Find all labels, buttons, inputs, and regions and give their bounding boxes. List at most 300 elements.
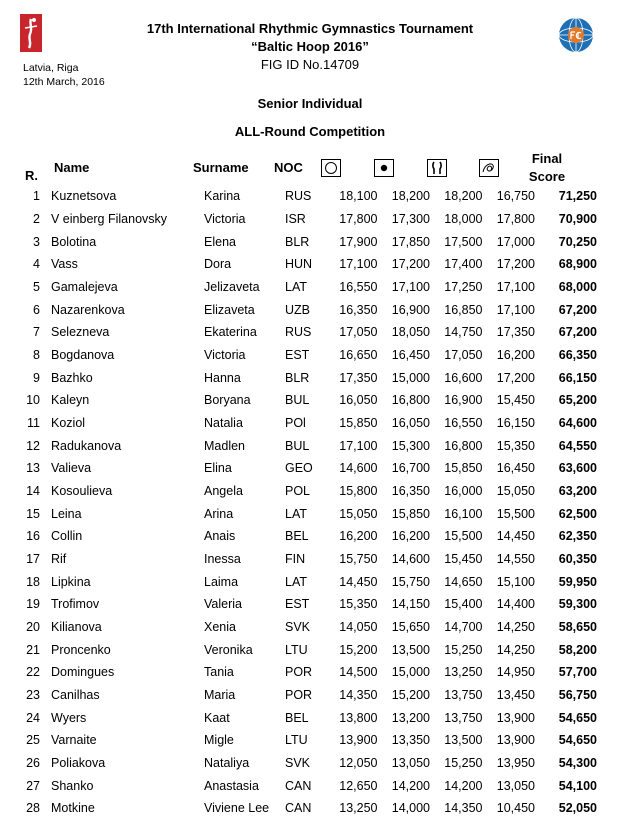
surname-cell: Victoria (204, 212, 246, 226)
surname-cell: Nataliya (204, 756, 250, 771)
date-text: 12th March, 2016 (23, 76, 105, 88)
clubs-score-cell: 15,250 (444, 756, 483, 771)
hoop-score-cell: 17,100 (339, 257, 378, 272)
surname-cell: Veronika (204, 642, 253, 657)
final-score-cell: 58,200 (558, 642, 597, 657)
hoop-score-cell: 15,800 (339, 484, 378, 499)
rank-cell: 18 (26, 574, 40, 589)
ball-score-cell: 16,200 (391, 529, 430, 544)
hoop-score-cell: 13,900 (339, 733, 378, 748)
final-score-cell: 70,250 (558, 234, 597, 249)
ball-score-cell: 15,000 (391, 665, 430, 680)
hoop-score-cell: 13,250 (339, 801, 378, 816)
tournament-title: 17th International Rhythmic Gymnastics Tournament (146, 21, 474, 36)
rank-cell: 27 (26, 778, 40, 793)
noc-cell: POR (285, 688, 313, 703)
final-header-line2: Score (528, 169, 566, 184)
table-row (20, 616, 597, 639)
final-score-cell: 63,600 (558, 461, 597, 476)
hoop-score-cell: 16,550 (339, 280, 378, 295)
ribbon-score-cell: 16,450 (496, 461, 535, 476)
table-row (20, 434, 597, 457)
final-score-cell: 58,650 (558, 620, 597, 635)
name-cell: Rif (51, 552, 67, 567)
ball-score-cell: 15,750 (391, 574, 430, 589)
ribbon-score-cell: 13,450 (496, 688, 535, 703)
ball-score-cell: 16,900 (391, 302, 430, 317)
surname-cell: Anastasia (204, 778, 259, 793)
rank-cell: 13 (26, 461, 40, 476)
ball-score-cell: 14,150 (391, 597, 430, 612)
rank-cell: 2 (33, 212, 40, 226)
final-score-cell: 65,200 (558, 393, 597, 408)
surname-cell: Karina (204, 189, 241, 204)
table-row (20, 548, 597, 571)
name-cell: Poliakova (51, 756, 106, 771)
rank-cell: 16 (26, 529, 40, 544)
final-score-cell: 66,350 (558, 348, 597, 363)
clubs-icon (427, 159, 447, 177)
ball-score-cell: 18,200 (391, 189, 430, 204)
name-cell: Proncenko (51, 642, 111, 657)
noc-cell: BLR (285, 234, 310, 249)
ball-score-cell: 18,050 (391, 325, 430, 340)
final-score-cell: 66,150 (558, 370, 597, 385)
final-score-cell: 56,750 (558, 688, 597, 703)
surname-cell: Tania (204, 665, 234, 680)
name-cell: Bolotina (51, 234, 97, 249)
clubs-score-cell: 16,550 (444, 416, 483, 431)
table-row (20, 706, 597, 729)
hoop-score-cell: 15,050 (339, 506, 378, 521)
table-row (20, 752, 597, 775)
noc-cell: UZB (285, 302, 310, 317)
hoop-score-cell: 16,200 (339, 529, 378, 544)
name-cell: Selezneva (51, 325, 110, 340)
competition-heading: ALL-Round Competition (234, 124, 386, 139)
hoop-score-cell: 13,800 (339, 710, 378, 725)
table-row (20, 389, 597, 412)
hoop-score-cell: 17,050 (339, 325, 378, 340)
clubs-score-cell: 14,350 (444, 801, 483, 816)
final-score-cell: 57,700 (558, 665, 597, 680)
surname-cell: Hanna (204, 370, 241, 385)
category-heading: Senior Individual (257, 96, 363, 111)
ribbon-score-cell: 16,150 (496, 416, 535, 431)
name-cell: Bogdanova (51, 348, 115, 363)
ball-score-cell: 16,700 (391, 461, 430, 476)
table-row (20, 797, 597, 820)
table-row (20, 570, 597, 593)
ribbon-score-cell: 14,250 (496, 642, 535, 657)
clubs-score-cell: 15,400 (444, 597, 483, 612)
final-score-cell: 54,100 (558, 778, 597, 793)
hoop-score-cell: 14,050 (339, 620, 378, 635)
final-score-cell: 59,950 (558, 574, 597, 589)
clubs-score-cell: 18,200 (444, 189, 483, 204)
clubs-score-cell: 13,250 (444, 665, 483, 680)
ball-score-cell: 15,850 (391, 506, 430, 521)
hoop-score-cell: 16,050 (339, 393, 378, 408)
ribbon-score-cell: 17,100 (496, 280, 535, 295)
ball-score-cell: 15,000 (391, 370, 430, 385)
name-cell: V einberg Filanovsky (51, 212, 168, 226)
clubs-score-cell: 16,000 (444, 484, 483, 499)
ball-score-cell: 15,300 (391, 438, 430, 453)
surname-cell: Elina (204, 461, 232, 476)
ribbon-score-cell: 17,200 (496, 370, 535, 385)
final-score-cell: 54,650 (558, 710, 597, 725)
table-row (20, 480, 597, 503)
surname-cell: Boryana (204, 393, 251, 408)
rank-header: R. (25, 168, 38, 183)
name-cell: Wyers (51, 710, 87, 725)
name-cell: Shanko (51, 778, 94, 793)
surname-cell: Natalia (204, 416, 243, 431)
ball-score-cell: 16,800 (391, 393, 430, 408)
rank-cell: 22 (26, 665, 40, 680)
hoop-score-cell: 18,100 (339, 189, 378, 204)
ribbon-score-cell: 16,750 (496, 189, 535, 204)
rank-cell: 24 (26, 710, 40, 725)
clubs-score-cell: 15,250 (444, 642, 483, 657)
clubs-score-cell: 14,750 (444, 325, 483, 340)
clubs-score-cell: 15,450 (444, 552, 483, 567)
hoop-score-cell: 14,500 (339, 665, 378, 680)
noc-cell: LTU (285, 733, 308, 748)
hoop-score-cell: 17,100 (339, 438, 378, 453)
final-score-cell: 67,200 (558, 302, 597, 317)
hoop-score-cell: 15,850 (339, 416, 378, 431)
rank-cell: 6 (33, 302, 40, 317)
ribbon-score-cell: 13,950 (496, 756, 535, 771)
clubs-score-cell: 16,900 (444, 393, 483, 408)
final-score-cell: 63,200 (558, 484, 597, 499)
table-row (20, 298, 597, 321)
rank-cell: 17 (26, 552, 40, 567)
noc-cell: POl (285, 416, 306, 431)
noc-cell: EST (285, 348, 310, 363)
fig-id: FIG ID No.14709 (260, 57, 360, 72)
ball-score-cell: 16,450 (391, 348, 430, 363)
ball-score-cell: 15,650 (391, 620, 430, 635)
surname-cell: Kaat (204, 710, 230, 725)
clubs-score-cell: 17,050 (444, 348, 483, 363)
name-cell: Domingues (51, 665, 115, 680)
clubs-score-cell: 15,500 (444, 529, 483, 544)
rank-cell: 15 (26, 506, 40, 521)
name-cell: Vass (51, 257, 78, 272)
table-row (20, 208, 597, 231)
ribbon-score-cell: 15,500 (496, 506, 535, 521)
final-score-cell: 62,350 (558, 529, 597, 544)
surname-cell: Angela (204, 484, 243, 499)
rank-cell: 8 (33, 348, 40, 363)
ribbon-score-cell: 15,100 (496, 574, 535, 589)
hoop-score-cell: 14,450 (339, 574, 378, 589)
clubs-score-cell: 14,700 (444, 620, 483, 635)
hoop-icon (321, 159, 341, 177)
ball-score-cell: 14,200 (391, 778, 430, 793)
clubs-score-cell: 13,750 (444, 710, 483, 725)
noc-cell: LAT (285, 574, 307, 589)
event-name: “Baltic Hoop 2016” (251, 39, 369, 54)
ball-score-cell: 17,200 (391, 257, 430, 272)
hoop-score-cell: 14,600 (339, 461, 378, 476)
table-row (20, 185, 597, 208)
ribbon-score-cell: 14,250 (496, 620, 535, 635)
name-cell: Lipkina (51, 574, 91, 589)
name-cell: Radukanova (51, 438, 122, 453)
name-cell: Trofimov (51, 597, 100, 612)
ribbon-score-cell: 15,350 (496, 438, 535, 453)
table-row (20, 729, 597, 752)
hoop-score-cell: 17,800 (339, 212, 378, 226)
hoop-score-cell: 12,050 (339, 756, 378, 771)
rank-cell: 25 (26, 733, 40, 748)
name-cell: Motkine (51, 801, 95, 816)
noc-cell: BEL (285, 710, 309, 725)
rank-cell: 5 (33, 280, 40, 295)
noc-cell: CAN (285, 778, 312, 793)
surname-cell: Viviene Lee (204, 801, 270, 816)
name-cell: Koziol (51, 416, 86, 431)
noc-cell: RUS (285, 189, 312, 204)
final-score-cell: 68,000 (558, 280, 597, 295)
noc-cell: LAT (285, 280, 307, 295)
ball-score-cell: 17,100 (391, 280, 430, 295)
rank-cell: 12 (26, 438, 40, 453)
final-score-cell: 59,300 (558, 597, 597, 612)
clubs-score-cell: 16,800 (444, 438, 483, 453)
clubs-score-cell: 14,200 (444, 778, 483, 793)
name-cell: Leina (51, 506, 82, 521)
hoop-score-cell: 17,900 (339, 234, 378, 249)
table-row (20, 684, 597, 707)
final-header-line1: Final (531, 151, 563, 166)
surname-cell: Laima (204, 574, 239, 589)
noc-header: NOC (274, 160, 303, 175)
ball-score-cell: 13,500 (391, 642, 430, 657)
ribbon-score-cell: 15,450 (496, 393, 535, 408)
noc-cell: GEO (285, 461, 313, 476)
noc-cell: ISR (285, 212, 306, 226)
final-score-header (524, 150, 570, 186)
document-title (0, 20, 620, 74)
noc-cell: CAN (285, 801, 312, 816)
noc-cell: HUN (285, 257, 313, 272)
noc-cell: SVK (285, 620, 311, 635)
ball-score-cell: 13,350 (391, 733, 430, 748)
final-score-cell: 71,250 (558, 189, 597, 204)
ribbon-score-cell: 17,350 (496, 325, 535, 340)
final-score-cell: 62,500 (558, 506, 597, 521)
noc-cell: EST (285, 597, 310, 612)
final-score-cell: 52,050 (558, 801, 597, 816)
ball-score-cell: 13,050 (391, 756, 430, 771)
noc-cell: LTU (285, 642, 308, 657)
ribbon-score-cell: 17,000 (496, 234, 535, 249)
ribbon-score-cell: 14,450 (496, 529, 535, 544)
name-cell: Gamalejeva (51, 280, 118, 295)
final-score-cell: 67,200 (558, 325, 597, 340)
results-body (20, 185, 597, 820)
hoop-score-cell: 15,350 (339, 597, 378, 612)
name-cell: Collin (51, 529, 83, 544)
rank-cell: 10 (26, 393, 40, 408)
hoop-score-cell: 17,350 (339, 370, 378, 385)
clubs-score-cell: 17,500 (444, 234, 483, 249)
ribbon-score-cell: 13,900 (496, 733, 535, 748)
noc-cell: POL (285, 484, 311, 499)
clubs-score-cell: 15,850 (444, 461, 483, 476)
name-cell: Kosoulieva (51, 484, 113, 499)
rank-cell: 7 (33, 325, 40, 340)
name-cell: Bazhko (51, 370, 93, 385)
table-row (20, 344, 597, 367)
ribbon-score-cell: 17,100 (496, 302, 535, 317)
surname-cell: Xenia (204, 620, 236, 635)
rank-cell: 26 (26, 756, 40, 771)
table-row (20, 321, 597, 344)
rank-cell: 19 (26, 597, 40, 612)
clubs-score-cell: 14,650 (444, 574, 483, 589)
ball-score-cell: 15,200 (391, 688, 430, 703)
fig-globe-logo-icon (558, 17, 594, 53)
surname-cell: Inessa (204, 552, 241, 567)
clubs-score-cell: 18,000 (444, 212, 483, 226)
table-row (20, 412, 597, 435)
clubs-score-cell: 17,250 (444, 280, 483, 295)
ball-score-cell: 13,200 (391, 710, 430, 725)
rank-cell: 20 (26, 620, 40, 635)
surname-cell: Madlen (204, 438, 245, 453)
rank-cell: 11 (27, 416, 40, 431)
ball-score-cell: 17,300 (391, 212, 430, 226)
name-cell: Valieva (51, 461, 92, 476)
name-header: Name (54, 160, 90, 175)
hoop-score-cell: 15,750 (339, 552, 378, 567)
ribbon-score-cell: 17,200 (496, 257, 535, 272)
clubs-score-cell: 16,100 (444, 506, 483, 521)
rank-cell: 28 (26, 801, 40, 816)
results-table (20, 185, 597, 820)
rank-cell: 4 (33, 257, 40, 272)
rank-cell: 1 (33, 189, 40, 204)
ribbon-score-cell: 10,450 (496, 801, 535, 816)
ball-icon (374, 159, 394, 177)
name-cell: Nazarenkova (51, 302, 125, 317)
table-row (20, 525, 597, 548)
name-cell: Varnaite (51, 733, 97, 748)
clubs-score-cell: 13,750 (444, 688, 483, 703)
ribbon-score-cell: 14,950 (496, 665, 535, 680)
clubs-score-cell: 16,850 (444, 302, 483, 317)
ball-score-cell: 16,350 (391, 484, 430, 499)
ribbon-score-cell: 17,800 (496, 212, 535, 226)
surname-header: Surname (193, 160, 249, 175)
surname-cell: Ekaterina (204, 325, 257, 340)
table-row (20, 774, 597, 797)
ball-score-cell: 16,050 (391, 416, 430, 431)
surname-cell: Elizaveta (204, 302, 255, 317)
noc-cell: BUL (285, 393, 310, 408)
table-row (20, 276, 597, 299)
surname-cell: Anais (204, 529, 236, 544)
ribbon-score-cell: 14,550 (496, 552, 535, 567)
noc-cell: BLR (285, 370, 310, 385)
final-score-cell: 64,600 (558, 416, 597, 431)
hoop-score-cell: 16,650 (339, 348, 378, 363)
name-cell: Canilhas (51, 688, 100, 703)
table-row (20, 593, 597, 616)
final-score-cell: 68,900 (558, 257, 597, 272)
final-score-cell: 64,550 (558, 438, 597, 453)
noc-cell: FIN (285, 552, 306, 567)
hoop-score-cell: 16,350 (339, 302, 378, 317)
table-row (20, 253, 597, 276)
surname-cell: Elena (204, 234, 236, 249)
ribbon-icon (479, 159, 499, 177)
surname-cell: Valeria (204, 597, 242, 612)
surname-cell: Arina (204, 506, 234, 521)
ribbon-score-cell: 13,050 (496, 778, 535, 793)
rank-cell: 14 (26, 484, 40, 499)
final-score-cell: 60,350 (558, 552, 597, 567)
ribbon-score-cell: 15,050 (496, 484, 535, 499)
ball-score-cell: 17,850 (391, 234, 430, 249)
rank-cell: 23 (26, 688, 40, 703)
noc-cell: SVK (285, 756, 311, 771)
clubs-score-cell: 16,600 (444, 370, 483, 385)
ribbon-score-cell: 16,200 (496, 348, 535, 363)
table-row (20, 661, 597, 684)
table-row (20, 457, 597, 480)
final-score-cell: 54,300 (558, 756, 597, 771)
surname-cell: Victoria (204, 348, 246, 363)
rank-cell: 21 (26, 642, 40, 657)
hoop-score-cell: 12,650 (339, 778, 378, 793)
noc-cell: LAT (285, 506, 307, 521)
table-row (20, 230, 597, 253)
clubs-score-cell: 13,500 (444, 733, 483, 748)
location-text: Latvia, Riga (23, 62, 79, 74)
surname-cell: Dora (204, 257, 232, 272)
table-row (20, 366, 597, 389)
rank-cell: 3 (33, 234, 40, 249)
clubs-score-cell: 17,400 (444, 257, 483, 272)
name-cell: Kuznetsova (51, 189, 117, 204)
noc-cell: POR (285, 665, 313, 680)
name-cell: Kaleyn (51, 393, 90, 408)
surname-cell: Maria (204, 688, 236, 703)
surname-cell: Migle (204, 733, 234, 748)
ribbon-score-cell: 14,400 (496, 597, 535, 612)
final-score-cell: 70,900 (558, 212, 597, 226)
noc-cell: BUL (285, 438, 310, 453)
final-score-cell: 54,650 (558, 733, 597, 748)
ball-score-cell: 14,600 (391, 552, 430, 567)
noc-cell: RUS (285, 325, 312, 340)
surname-cell: Jelizaveta (204, 280, 260, 295)
ball-score-cell: 14,000 (391, 801, 430, 816)
table-row (20, 502, 597, 525)
hoop-score-cell: 14,350 (339, 688, 378, 703)
ribbon-score-cell: 13,900 (496, 710, 535, 725)
name-cell: Kilianova (51, 620, 102, 635)
rank-cell: 9 (33, 370, 40, 385)
noc-cell: BEL (285, 529, 309, 544)
